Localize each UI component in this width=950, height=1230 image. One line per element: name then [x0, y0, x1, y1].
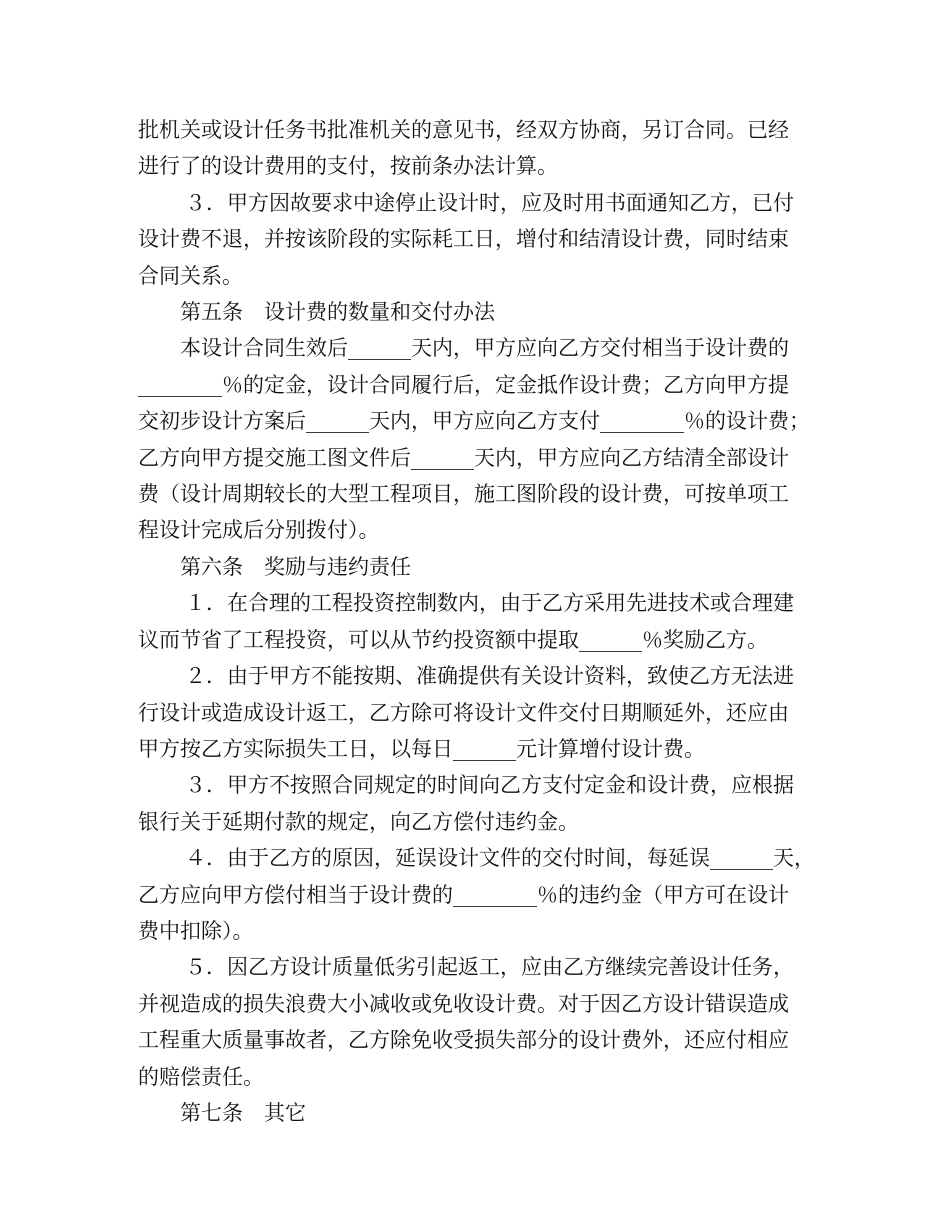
text-line: 进行了的设计费用的支付，按前条办法计算。 — [138, 154, 558, 179]
text-line: 并视造成的损失浪费大小减收或免收设计费。对于因乙方设计错误造成 — [138, 991, 789, 1016]
clause-item-2: ２．由于甲方不能按期、准确提供有关设计资料，致使乙方无法进 — [185, 664, 794, 689]
article-5-heading: 第五条 设计费的数量和交付办法 — [180, 300, 495, 325]
text-line: 银行关于延期付款的规定，向乙方偿付违约金。 — [138, 809, 579, 834]
text-line: 工程重大质量事故者，乙方除免收受损失部分的设计费外，还应付相应 — [138, 1028, 789, 1053]
text-line: 本设计合同生效后______天内，甲方应向乙方交付相当于设计费的 — [180, 336, 789, 361]
article-7-heading: 第七条 其它 — [180, 1100, 306, 1125]
clause-item-3: ３．甲方不按照合同规定的时间向乙方支付定金和设计费，应根据 — [185, 773, 794, 798]
text-line: ________％的定金，设计合同履行后，定金抵作设计费；乙方向甲方提 — [138, 372, 789, 397]
article-6-heading: 第六条 奖励与违约责任 — [180, 554, 411, 579]
text-line: 费（设计周期较长的大型工程项目，施工图阶段的设计费，可按单项工 — [138, 482, 789, 507]
text-line: 乙方向甲方提交施工图文件后______天内，甲方应向乙方结清全部设计 — [138, 445, 789, 470]
text-line: 设计费不退，并按该阶段的实际耗工日，增付和结清设计费，同时结束 — [138, 227, 789, 252]
text-line: 程设计完成后分别拨付）。 — [138, 518, 380, 543]
text-line: 议而节省了工程投资，可以从节约投资额中提取______％奖励乙方。 — [138, 627, 768, 652]
text-line: 合同关系。 — [138, 263, 243, 288]
clause-item-5: ５．因乙方设计质量低劣引起返工，应由乙方继续完善设计任务， — [185, 955, 794, 980]
text-line: 费中扣除）。 — [138, 918, 254, 943]
text-line: 甲方按乙方实际损失工日，以每日______元计算增付设计费。 — [138, 736, 705, 761]
clause-item-4: ４．由于乙方的原因，延误设计文件的交付时间，每延误______天， — [185, 846, 815, 871]
text-line: 交初步设计方案后______天内，甲方应向乙方支付________％的设计费； — [138, 409, 810, 434]
text-line: 乙方应向甲方偿付相当于设计费的________％的违约金（甲方可在设计 — [138, 882, 789, 907]
text-line: 的赔偿责任。 — [138, 1064, 264, 1089]
text-line: 批机关或设计任务书批准机关的意见书，经双方协商，另订合同。已经 — [138, 118, 789, 142]
clause-item-3: ３．甲方因故要求中途停止设计时，应及时用书面通知乙方，已付 — [185, 190, 794, 215]
clause-item-1: １．在合理的工程投资控制数内，由于乙方采用先进技术或合理建 — [185, 591, 794, 616]
text-line: 行设计或造成设计返工，乙方除可将设计文件交付日期顺延外，还应由 — [138, 700, 789, 725]
contract-body — [138, 112, 828, 1131]
